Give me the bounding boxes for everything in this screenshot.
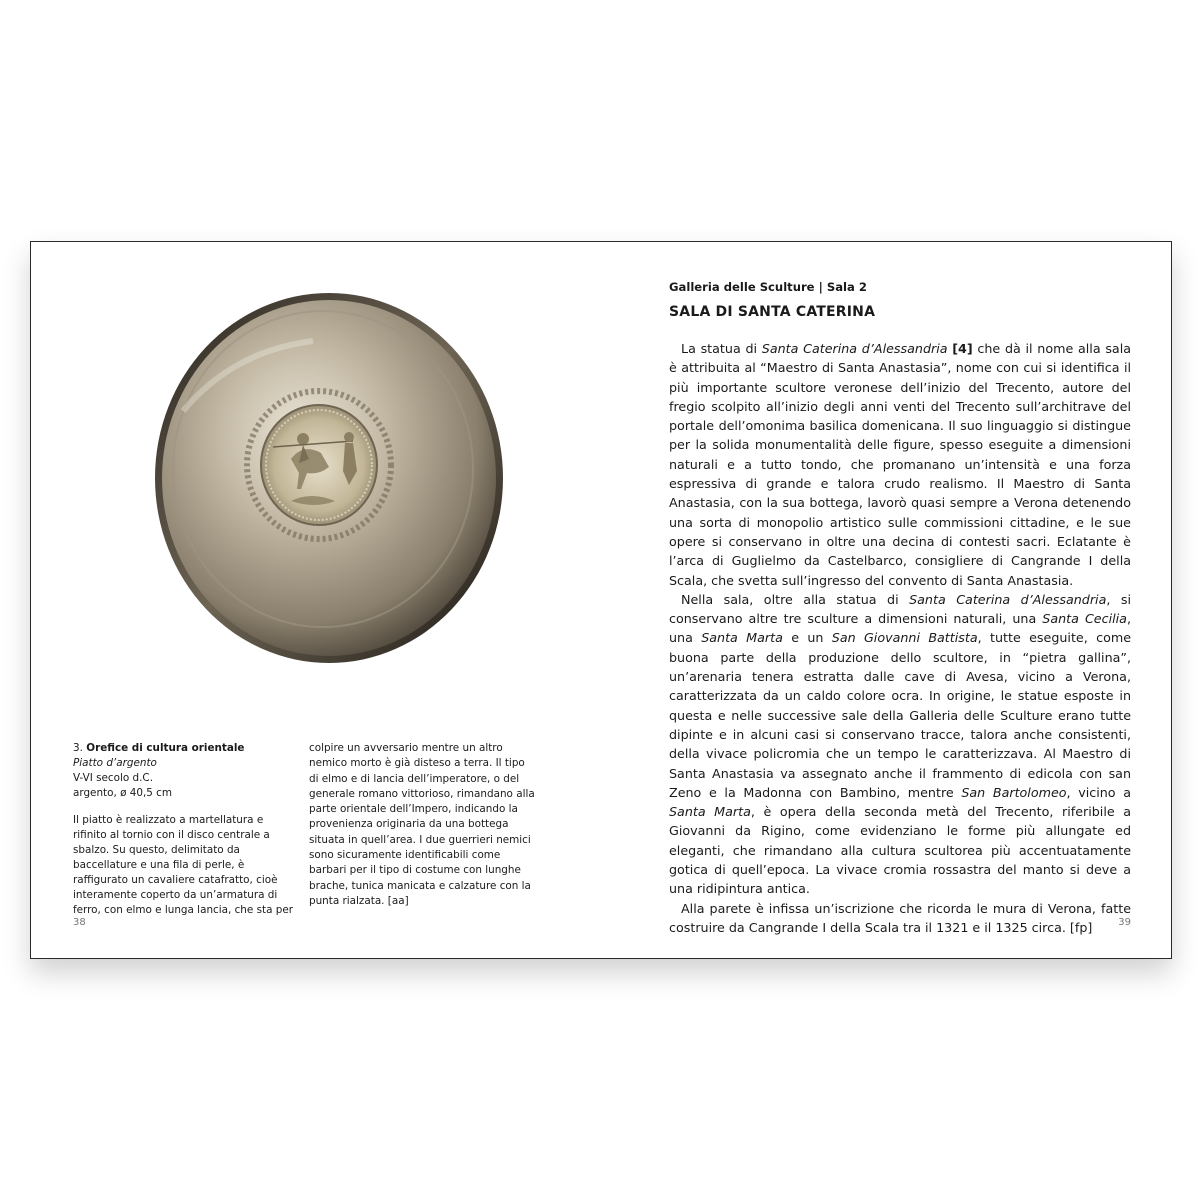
paragraph-1: La statua di Santa Caterina d’Alessandria [4] che dà il nome alla sala è attribuita al “Maestro di Santa Anastasia”, nome con cui si identifica il più importante scultore veronese dell’inizio del Trecento, autore del fregio scolpito all’inizio degli anni venti del Trecento sull’architrave del portale dell’omonima basilica domenicana. Il suo linguaggio si distingue per la solida monumentalità delle figure, spesso eseguite a dimensioni naturali e a tutto tondo, che promanano un’intensità e una forza espressiva di grande e talora crudo realismo. Il Maestro di Santa Anastasia, con la sua bottega, lavorò quasi sempre a Verona detenendo una sorta di monopolio artistico sulle commissioni cittadine, e le sue opere si conservano in oltre una decina di contesti sacri. Eclatante è l’arca di Guglielmo da Castelbarco, consigliere di Cangrande I della Scala, che svetta sull’ingresso del convento di Santa Anastasia. [669, 341, 1132, 588]
caption-material: argento, ø 40,5 cm [73, 787, 173, 799]
book-spread [30, 241, 1172, 959]
section-title: SALA DI SANTA CATERINA [669, 304, 876, 320]
caption-date: V-VI secolo d.C. [73, 772, 153, 784]
caption-object: Piatto d’argento [73, 757, 157, 769]
caption-maker: Orefice di cultura orientale [86, 742, 245, 754]
caption-text-col1: Il piatto è realizzato a martellatura e rifinito al tornio con il disco centrale a sbalzo. Su questo, delimitato da baccellature e una fila di perle, è raffigurato un cavaliere catafratto, cioè interamente coperto da un’armatura di ferro, con elmo e lunga lancia, che sta per [73, 814, 294, 916]
paragraph-3: Alla parete è infissa un’iscrizione che ricorda le mura di Verona, fatte costruire da Cangrande I della Scala tra il 1321 e il 1325 circa. [fp] [669, 900, 1131, 935]
paragraph-2: Nella sala, oltre alla statua di Santa Caterina d’Alessandria, si conservano altre tre sculture a dimensioni naturali, una Santa Cecilia, una Santa Marta e un San Giovanni Battista, tutte eseguite, come buona parte della produzione dello scultore, in “pietra gallina”, un’arenaria tenera estratta dalle cave di Avesa, vicino a Verona, caratterizzata da un caldo colore ocra. In origine, le statue esposte in questa e nelle successive sale della Galleria delle Sculture erano tutte dipinte e in alcuni casi si conservano tracce, talora anche consistenti, della vivace policromia che un tempo le caratterizzava. Al Maestro di Santa Anastasia va assegnato anche il frammento di edicola con san Zeno e la Madonna con Bambino, mentre San Bartolomeo, vicino a Santa Marta, è opera della seconda metà del Trecento, riferibile a Giovanni da Rigino, come evidenziano le forme più allungate ed eleganti, che rimandano alla cultura scultorea più accentuatamente gotica di quell’epoca. La vivace cromia rossastra del manto si deve a una ridipintura antica. [669, 591, 1132, 897]
left-page [31, 242, 601, 958]
caption-text-col2: colpire un avversario mentre un altro nemico morto è già disteso a terra. Il tipo di elmo e di lancia dell’imperatore, o del generale romano vittorioso, rimandano alla parte orientale dell’Impero, indicando la provenienza originaria da una bottega situata in quell’area. I due guerrieri nemici sono sicuramente identificabili come barbari per il tipo di costume con lunghe brache, tunica manicata e calzature con la punta rialzata. [aa] [309, 742, 535, 907]
caption-number: 3. [73, 742, 83, 754]
body-text [669, 339, 1131, 937]
section-kicker: Galleria delle Sculture | Sala 2 [669, 280, 867, 294]
right-page [601, 242, 1171, 958]
plate-caption [73, 741, 295, 918]
page-number-right: 39 [1118, 917, 1131, 928]
figure-reference: [4] [952, 341, 973, 356]
page-number-left: 38 [73, 917, 86, 928]
silver-plate-photo [153, 291, 505, 665]
